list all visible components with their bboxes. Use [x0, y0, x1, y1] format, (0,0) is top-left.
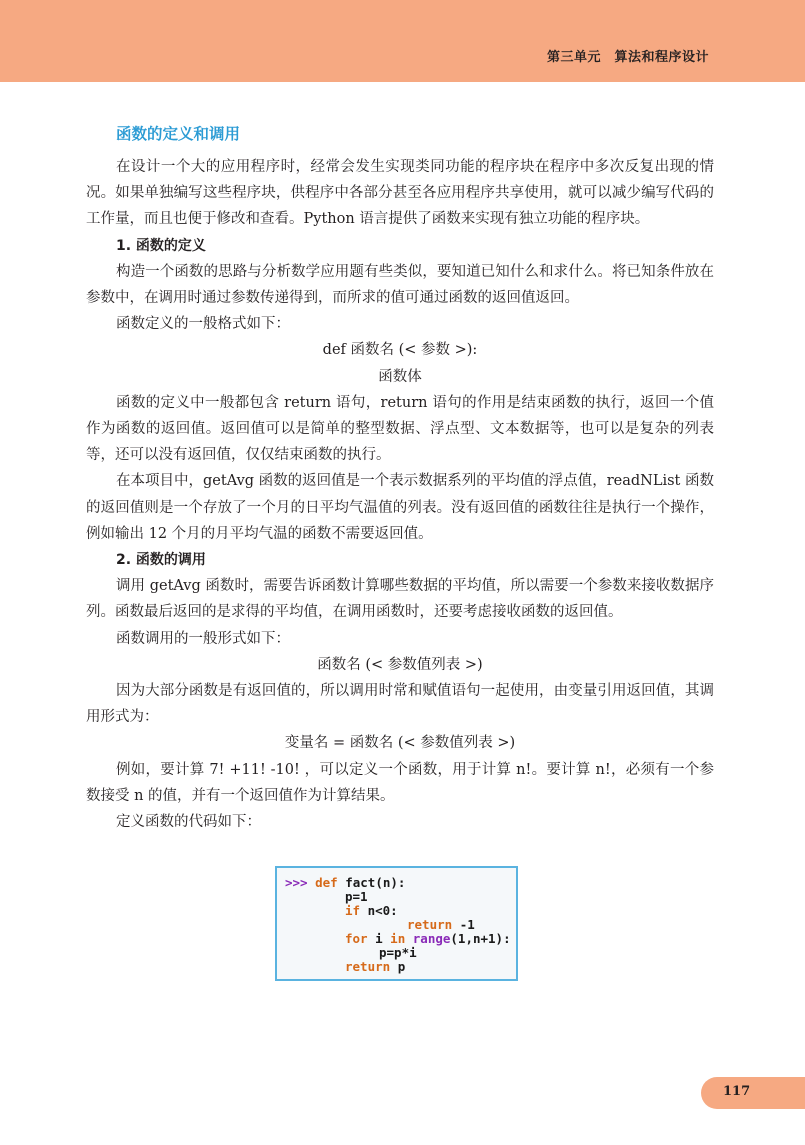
code-line-6: p=p*i — [379, 945, 417, 960]
page-content — [86, 120, 714, 835]
unit-header-band — [0, 0, 805, 82]
definition-format-line-2: 函数体 — [378, 368, 422, 385]
call-heading: 2. 函数的调用 — [116, 552, 206, 569]
page-number: 117 — [723, 1084, 751, 1099]
code-screenshot — [275, 866, 518, 981]
unit-title: 第三单元 算法和程序设计 — [546, 50, 709, 65]
section-title: 函数的定义和调用 — [116, 124, 241, 143]
call-format: 函数名 (< 参数值列表 >) — [317, 656, 483, 673]
call-paragraph-4: 例如，要计算 7! +11! -10! ，可以定义一个函数，用于计算 n!。要计算 n!，必须有一个参数接受 n 的值，并有一个返回值作为计算结果。 — [86, 761, 714, 804]
definition-heading: 1. 函数的定义 — [116, 237, 206, 254]
code-line-3: if n<0: — [345, 903, 398, 918]
call-paragraph-2: 函数调用的一般形式如下： — [116, 630, 290, 647]
definition-format-line-1: def 函数名 (< 参数 >): — [322, 342, 478, 359]
code-line-4: return -1 — [407, 917, 475, 932]
call-paragraph-5: 定义函数的代码如下： — [116, 814, 261, 831]
page-number-tab — [701, 1077, 805, 1109]
call-paragraph-3: 因为大部分函数是有返回值的，所以调用时常和赋值语句一起使用，由变量引用返回值，其调用形式为： — [86, 683, 714, 726]
code-line-7: return p — [345, 959, 406, 974]
definition-paragraph-4: 在本项目中，getAvg 函数的返回值是一个表示数据系列的平均值的浮点值，readNList 函数的返回值则是一个存放了一个月的日平均气温值的列表。没有返回值的函数往往是执行一个操作，例如输出 12 个月的月平均气温的函数不需要返回值。 — [86, 473, 714, 542]
call-format-2: 变量名 = 函数名 (< 参数值列表 >) — [284, 735, 516, 752]
definition-paragraph-3: 函数的定义中一般都包含 return 语句，return 语句的作用是结束函数的执行，返回一个值作为函数的返回值。返回值可以是简单的整型数据、浮点型、文本数据等，也可以是复杂的列表等，还可以没有返回值，仅仅结束函数的执行。 — [86, 394, 714, 464]
intro-paragraph: 在设计一个大的应用程序时，经常会发生实现类同功能的程序块在程序中多次反复出现的情况。如果单独编写这些程序块，供程序中各部分甚至各应用程序共享使用，就可以减少编写代码的工作量，而且也便于修改和查看。Python 语言提供了函数来实现有独立功能的程序块。 — [86, 159, 714, 228]
call-paragraph-1: 调用 getAvg 函数时，需要告诉函数计算哪些数据的平均值，所以需要一个参数来接收数据序列。函数最后返回的是求得的平均值，在调用函数时，还要考虑接收函数的返回值。 — [86, 578, 714, 621]
code-line-5: for i in range(1,n+1): — [345, 931, 511, 946]
definition-paragraph-2: 函数定义的一般格式如下： — [116, 316, 290, 333]
definition-paragraph-1: 构造一个函数的思路与分析数学应用题有些类似，要知道已知什么和求什么。将已知条件放在参数中，在调用时通过参数传递得到，而所求的值可通过函数的返回值返回。 — [86, 263, 714, 307]
code-line-1: >>> def fact(n): — [285, 875, 406, 890]
code-line-2: p=1 — [345, 889, 368, 904]
